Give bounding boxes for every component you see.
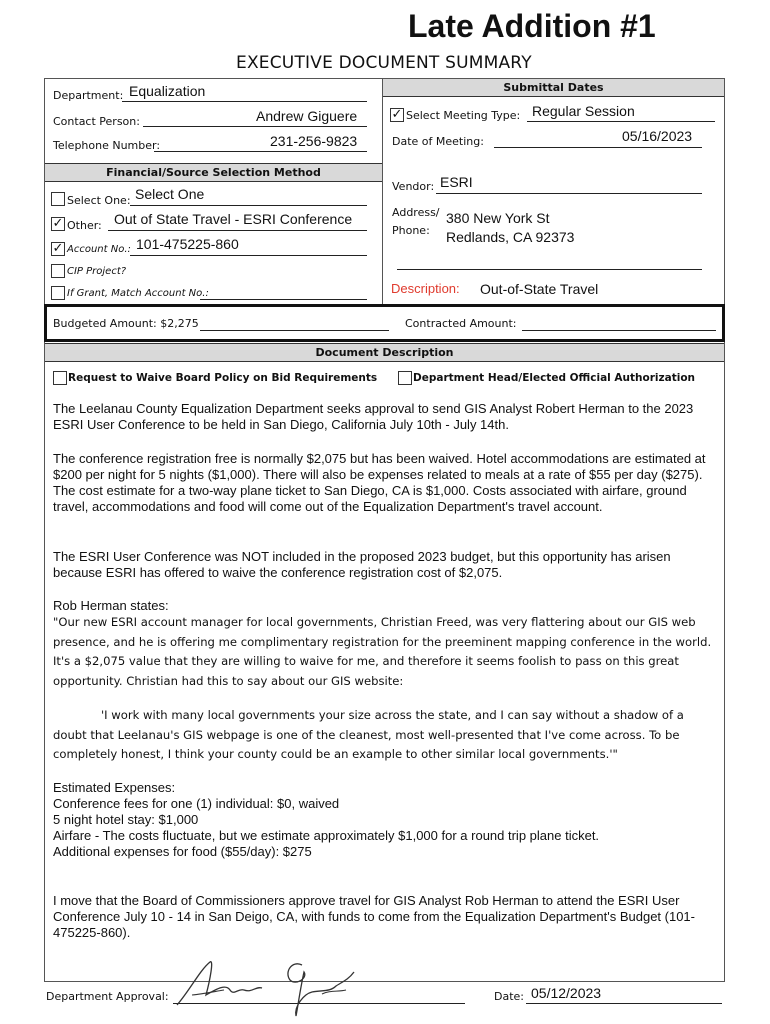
meeting-type-field[interactable]: Regular Session <box>532 103 635 119</box>
telephone-field[interactable]: 231-256-9823 <box>270 133 358 149</box>
department-field[interactable]: Equalization <box>129 83 206 99</box>
submittal-dates-header: Submittal Dates <box>383 79 724 97</box>
budgeted-amount[interactable]: Budgeted Amount: $2,275 <box>53 317 199 330</box>
body-paragraph-3: The ESRI User Conference was NOT included in the proposed 2023 budget, but this opportunity has arisen because ESRI has offered to waive the conference registration cost of $2,075. <box>53 549 671 580</box>
vendor-field[interactable]: ESRI <box>440 174 473 190</box>
waive-policy-checkbox[interactable] <box>53 371 67 385</box>
other-label: Other: <box>67 219 102 232</box>
contact-person-label: Contact Person: <box>53 115 140 128</box>
cip-checkbox[interactable] <box>51 264 65 278</box>
address-label: Address/ <box>392 206 440 219</box>
page-title: Late Addition #1 <box>408 8 656 44</box>
description-label: Description: <box>391 281 460 296</box>
expense-item: Additional expenses for food ($55/day): $275 <box>53 844 312 859</box>
account-label: Account No.: <box>67 244 131 255</box>
meeting-type-label: Select Meeting Type: <box>406 109 521 122</box>
vendor-field-line <box>436 180 702 194</box>
expense-item: 5 night hotel stay: $1,000 <box>53 812 199 827</box>
address-field-line <box>397 269 702 270</box>
expenses-list <box>53 780 721 860</box>
document-description-header: Document Description <box>45 343 724 362</box>
account-field[interactable]: 101-475225-860 <box>136 236 239 252</box>
description-field[interactable]: Out-of-State Travel <box>480 281 599 297</box>
body-paragraph-5-quote: 'I work with many local governments your size across the state, and I can say without a shadow of a doubt that Leelanau's GIS webpage is one of the cleanest, most well-presented that I've come across. To be completely honest, I think your county could be an example to other similar local governments.'" <box>53 708 684 761</box>
body-paragraph-4-quote: "Our new ESRI account manager for local governments, Christian Freed, was very flattering about our GIS web presence, and he is offering me complimentary registration for the preeminent mapping conference in the world. It's a $2,075 value that they are willing to waive for me, and therefore it seems foolish to pass on this great opportunity. Christian had this to say about our GIS website: <box>53 615 712 688</box>
body-paragraph-1: The Leelanau County Equalization Department seeks approval to send GIS Analyst Robert Herman to the 2023 ESRI User Conference to be held in San Diego, California July 10th - July 14th. <box>53 401 694 432</box>
contracted-amount-label: Contracted Amount: <box>405 317 517 330</box>
grant-field-line[interactable] <box>200 286 367 300</box>
budgeted-amount-line <box>200 330 389 331</box>
other-checkbox[interactable]: ✓ <box>52 216 64 231</box>
expense-item: Airfare - The costs fluctuate, but we estimate approximately $1,000 for a round trip plane ticket. <box>53 828 600 843</box>
other-field[interactable]: Out of State Travel - ESRI Conference <box>114 211 353 227</box>
account-checkbox[interactable]: ✓ <box>52 241 64 256</box>
grant-checkbox[interactable] <box>51 286 65 300</box>
dept-head-label: Department Head/Elected Official Authorization <box>413 372 696 384</box>
vendor-label: Vendor: <box>392 180 435 193</box>
expense-item: Conference fees for one (1) individual: $0, waived <box>53 796 340 811</box>
address-line2[interactable]: Redlands, CA 92373 <box>446 229 575 245</box>
phone-label: Phone: <box>392 224 430 237</box>
cip-label: CIP Project? <box>67 266 127 277</box>
motion-paragraph: I move that the Board of Commissioners approve travel for GIS Analyst Rob Herman to attend the ESRI User Conference July 10 - 14 in San Deigo, CA, with funds to come from the Equalization Department's Budget (101-475225-860). <box>53 893 695 940</box>
dept-head-checkbox[interactable] <box>398 371 412 385</box>
signature-image[interactable] <box>172 950 372 1020</box>
approval-date-field[interactable]: 05/12/2023 <box>531 985 602 1001</box>
body-paragraph-4-intro: Rob Herman states: <box>53 598 169 613</box>
department-label: Department: <box>53 89 124 102</box>
select-one-dropdown[interactable]: Select One <box>135 186 205 202</box>
select-one-checkbox[interactable] <box>51 192 65 206</box>
contact-person-field[interactable]: Andrew Giguere <box>256 108 358 124</box>
meeting-type-checkbox[interactable]: ✓ <box>391 107 403 122</box>
page-subtitle: EXECUTIVE DOCUMENT SUMMARY <box>236 53 532 73</box>
body-paragraph-2: The conference registration free is normally $2,075 but has been waived. Hotel accommodations are estimated at $200 per night for 5 nights ($1,000). There will also be expenses related to meals at a rate of $55 per day ($275). The cost estimate for a two-way plane ticket to San Diego, CA is $1,000. Costs associated with airfare, ground travel, accommodations and food will come out of the Equalization Department's travel account. <box>53 451 706 514</box>
telephone-label: Telephone Number: <box>53 139 161 152</box>
column-divider <box>382 78 383 304</box>
financial-header: Financial/Source Selection Method <box>45 163 382 182</box>
meeting-date-label: Date of Meeting: <box>392 135 484 148</box>
contracted-amount-line[interactable] <box>522 330 716 331</box>
meeting-date-field[interactable]: 05/16/2023 <box>622 128 693 144</box>
waive-policy-label: Request to Waive Board Policy on Bid Requirements <box>68 372 378 384</box>
expenses-heading: Estimated Expenses: <box>53 780 176 795</box>
address-line1[interactable]: 380 New York St <box>446 210 550 226</box>
approval-date-label: Date: <box>494 990 524 1003</box>
select-one-label: Select One: <box>67 194 131 207</box>
department-approval-label: Department Approval: <box>46 990 169 1003</box>
grant-label: If Grant, Match Account No.: <box>67 288 209 299</box>
approval-date-line <box>526 1003 722 1004</box>
